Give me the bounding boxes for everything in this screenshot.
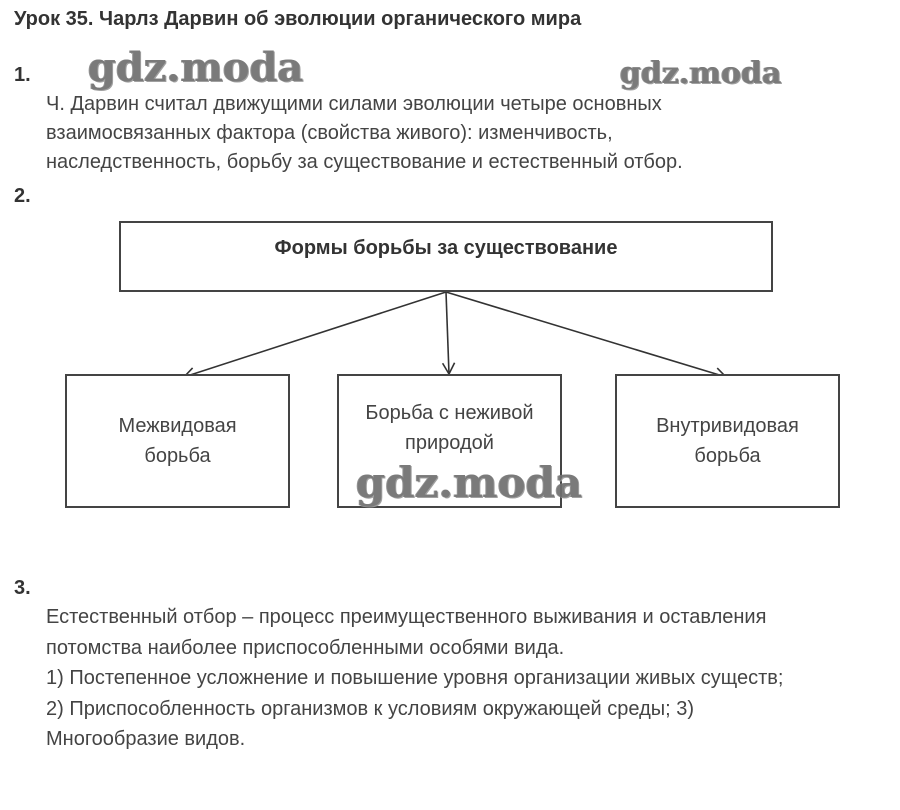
section-2-number: 2. [14,185,31,207]
watermark-logo: gdz.moda [356,458,583,507]
diagram-child-label: Внутривидовая [656,415,799,437]
arrow-right [446,292,726,377]
arrow-center [446,292,449,374]
text-line: 1) Постепенное усложнение и повышение уровня организации живых существ; [46,667,784,689]
arrow-left [184,292,446,377]
diagram-child-label: борьба [144,445,211,467]
watermark-logo: gdz.moda [88,44,304,91]
text-line: Ч. Дарвин считал движущими силами эволюции четыре основных [46,93,662,115]
section-3-number: 3. [14,577,31,599]
diagram-child-label: борьба [694,445,761,467]
text-line: 2) Приспособленность организмов к условиям окружающей среды; 3) [46,697,695,720]
diagram-root-box [119,221,773,292]
diagram-child-label: природой [405,432,494,454]
diagram-child-box-intraspecific [615,374,840,508]
text-line: наследственность, борьбу за существование и естественный отбор. [46,151,683,173]
text-line: Многообразие видов. [46,728,246,750]
text-line: потомства наиболее приспособленными особями вида. [46,636,565,659]
diagram-child-box-interspecific [65,374,290,508]
watermark-logo: gdz.moda [620,56,782,91]
diagram-root-label: Формы борьбы за существование [274,237,618,259]
diagram-child-label: Межвидовая [118,415,237,437]
page-title: Урок 35. Чарлз Дарвин об эволюции органического мира [14,8,582,30]
diagram-child-label: Борьба с неживой [365,402,534,424]
section-1-number: 1. [14,64,31,86]
text-line: взаимосвязанных фактора (свойства живого): изменчивость, [46,122,613,144]
section-3-text [46,602,783,755]
text-line: Естественный отбор – процесс преимущественного выживания и оставления [46,606,767,628]
